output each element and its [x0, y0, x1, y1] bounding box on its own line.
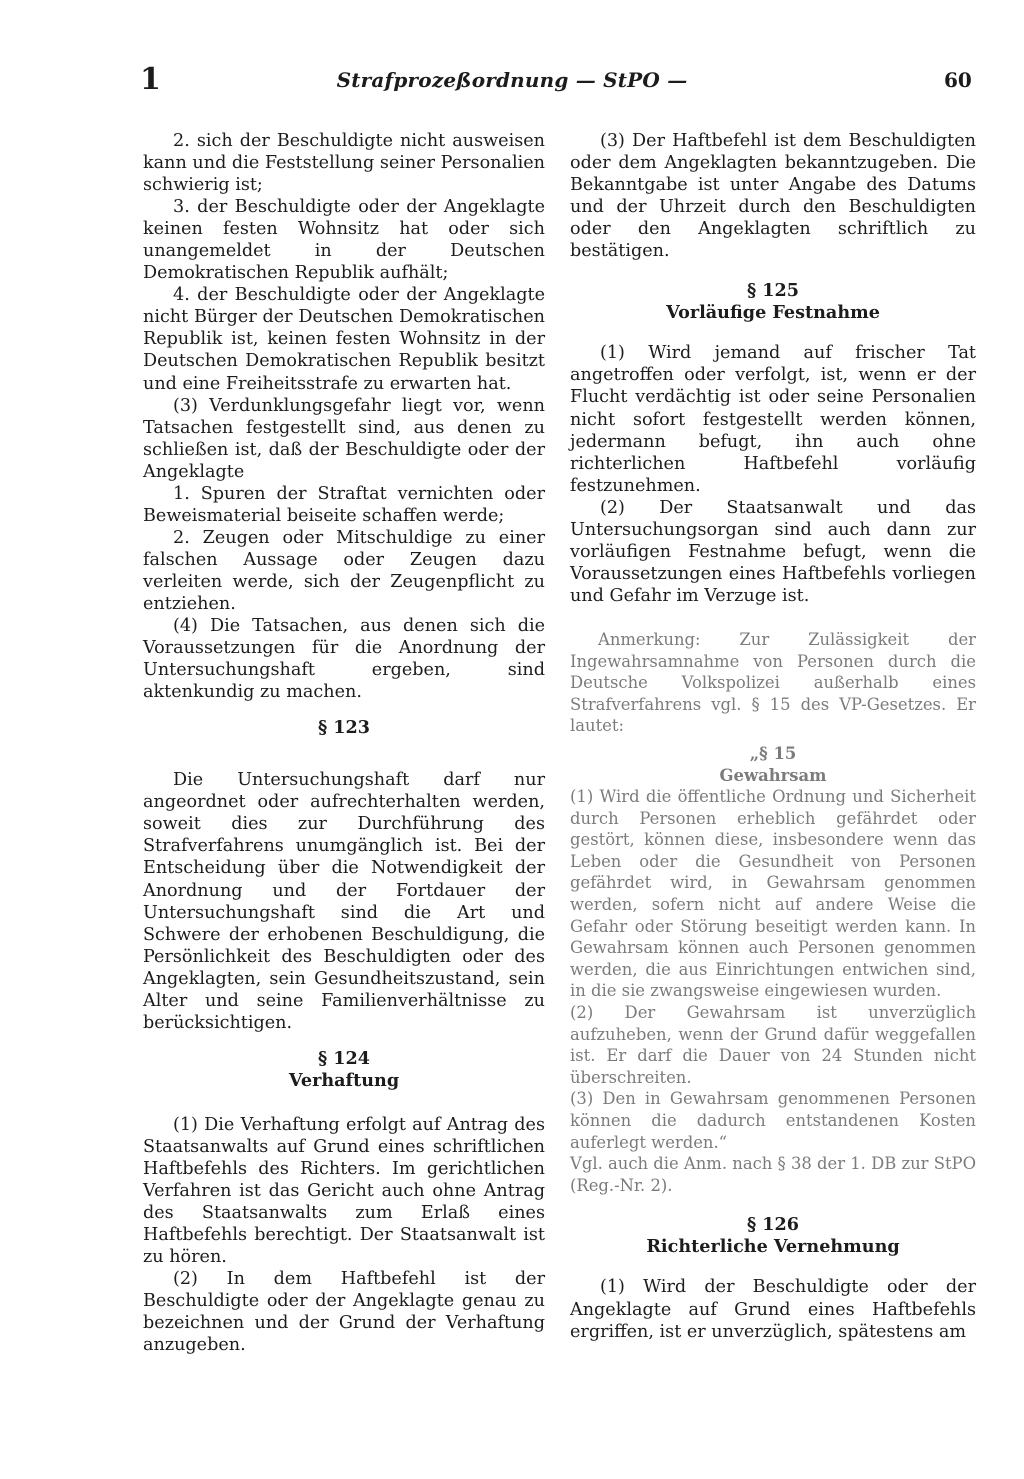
paragraph: Die Untersuchungshaft darf nur angeordnet oder aufrechterhalten werden, soweit dies zur Durchführung des Strafverfahrens unumgänglich ist. Bei der Entscheidung über die Notwendigkeit der Anordnung und der Fortdauer der Untersuchungshaft sind die Art und Schwere der erhobenen Beschuldigung, die Persönlichkeit des Beschuldigten oder des Angeklagten, sein Gesundheitszustand, sein Alter und seine Familienverhältnisse zu berücksichtigen.: [143, 770, 545, 1033]
annotation-block: [570, 629, 976, 1196]
paragraph: (2) Der Staatsanwalt und das Untersuchungsorgan sind auch dann zur vorläufigen Festnahme befugt, wenn die Voraussetzungen eines Haftbefehls vorliegen und Gefahr im Verzuge ist.: [570, 497, 976, 606]
paragraph: (1) Wird jemand auf frischer Tat angetroffen oder verfolgt, ist, wenn er der Flucht verdächtig ist oder seine Personalien nicht sofort festgestellt werden können, jedermann befugt, ihn auch ohne richterlichen Haftbefehl vorläufig festzunehmen.: [570, 343, 976, 496]
page-header: [0, 62, 1024, 98]
annotation-section-title: Gewahrsam: [719, 765, 827, 785]
section-number-125: § 125: [746, 280, 800, 302]
paragraph: (4) Die Tatsachen, aus denen sich die Voraussetzungen für die Anordnung der Untersuchungshaft ergeben, sind aktenkundig zu machen.: [143, 616, 545, 703]
annotation-section-number: „§ 15: [749, 743, 797, 763]
page-number: 60: [944, 68, 972, 92]
paragraph: (3) Der Haftbefehl ist dem Beschuldigten oder dem Angeklagten bekanntzugeben. Die Bekanntgabe ist unter Angabe des Datums und der Uhrzeit durch den Beschuldigten oder den Angeklagten schriftlich zu bestätigen.: [570, 131, 976, 262]
paragraph: (1) Wird der Beschuldigte oder der Angeklagte auf Grund eines Haftbefehls ergriffen, ist er unverzüglich, spätestens am: [570, 1277, 976, 1342]
paragraph: 4. der Beschuldigte oder der Angeklagte nicht Bürger der Deutschen Demokratischen Republik ist, keinen festen Wohnsitz in der Deutschen Demokratischen Republik besitzt und eine Freiheitsstrafe zu erwarten hat.: [143, 285, 545, 394]
running-title: Strafprozeßordnung — StPO —: [336, 68, 688, 92]
right-column: [570, 130, 976, 1343]
annotation-paragraph: (1) Wird die öffentliche Ordnung und Sicherheit durch Personen erheblich gefährdet oder gestört, können diese, insbesondere wenn das Leben oder die Gesundheit von Personen gefährdet wird, in Gewahrsam genommen werden, sofern nicht auf andere Weise die Gefahr oder Störung beseitigt werden kann. In Gewahrsam können auch Personen genommen werden, die aus Einrichtungen entwichen sind, in die sie zwangsweise eingewiesen wurden.: [570, 787, 976, 1001]
annotation-paragraph: Vgl. auch die Anm. nach § 38 der 1. DB zur StPO (Reg.-Nr. 2).: [570, 1154, 977, 1195]
paragraph: (2) In dem Haftbefehl ist der Beschuldigte oder der Angeklagte genau zu bezeichnen und der Grund der Verhaftung anzugeben.: [143, 1269, 545, 1356]
paragraph: (3) Verdunklungsgefahr liegt vor, wenn Tatsachen festgestellt sind, aus denen zu schließen ist, daß der Beschuldigte oder der Angeklagte: [143, 395, 545, 482]
annotation-paragraph: (3) Den in Gewahrsam genommenen Personen können die dadurch entstandenen Kosten auferlegt werden.“: [570, 1089, 976, 1152]
section-title-125: Vorläufige Festnahme: [666, 302, 880, 324]
paragraph: 2. Zeugen oder Mitschuldige zu einer falschen Aussage oder Zeugen dazu verleiten werde, sich der Zeugenpflicht zu entziehen.: [143, 527, 545, 614]
section-number-124: § 124: [317, 1047, 371, 1069]
paragraph: 2. sich der Beschuldigte nicht ausweisen kann und die Feststellung seiner Personalien schwierig ist;: [143, 131, 545, 196]
annotation-intro: Anmerkung: Zur Zulässigkeit der Ingewahrsamnahme von Personen durch die Deutsche Volkspolizei außerhalb eines Strafverfahrens vgl. § 15 des VP-Gesetzes. Er lautet:: [570, 629, 976, 736]
left-column: [143, 130, 545, 1356]
paragraph: 3. der Beschuldigte oder der Angeklagte keinen festen Wohnsitz hat oder sich unangemeldet in der Deutschen Demokratischen Republik aufhält;: [143, 197, 545, 284]
section-title-126: Richterliche Vernehmung: [646, 1236, 900, 1258]
section-title-124: Verhaftung: [288, 1069, 400, 1091]
annotation-paragraph: (2) Der Gewahrsam ist unverzüglich aufzuheben, wenn der Grund dafür weggefallen ist. Er darf die Dauer von 24 Stunden nicht überschreiten.: [570, 1003, 976, 1087]
section-number-123: § 123: [317, 717, 371, 739]
chapter-number: 1: [140, 62, 161, 97]
paragraph: 1. Spuren der Straftat vernichten oder Beweismaterial beiseite schaffen werde;: [143, 483, 545, 526]
section-number-126: § 126: [746, 1214, 800, 1236]
paragraph: (1) Die Verhaftung erfolgt auf Antrag des Staatsanwalts auf Grund eines schriftlichen Haftbefehls des Richters. Im gerichtlichen Verfahren ist das Gericht auch ohne Antrag des Staatsanwalts zum Erlaß eines Haftbefehls berechtigt. Der Staatsanwalt ist zu hören.: [143, 1114, 545, 1268]
